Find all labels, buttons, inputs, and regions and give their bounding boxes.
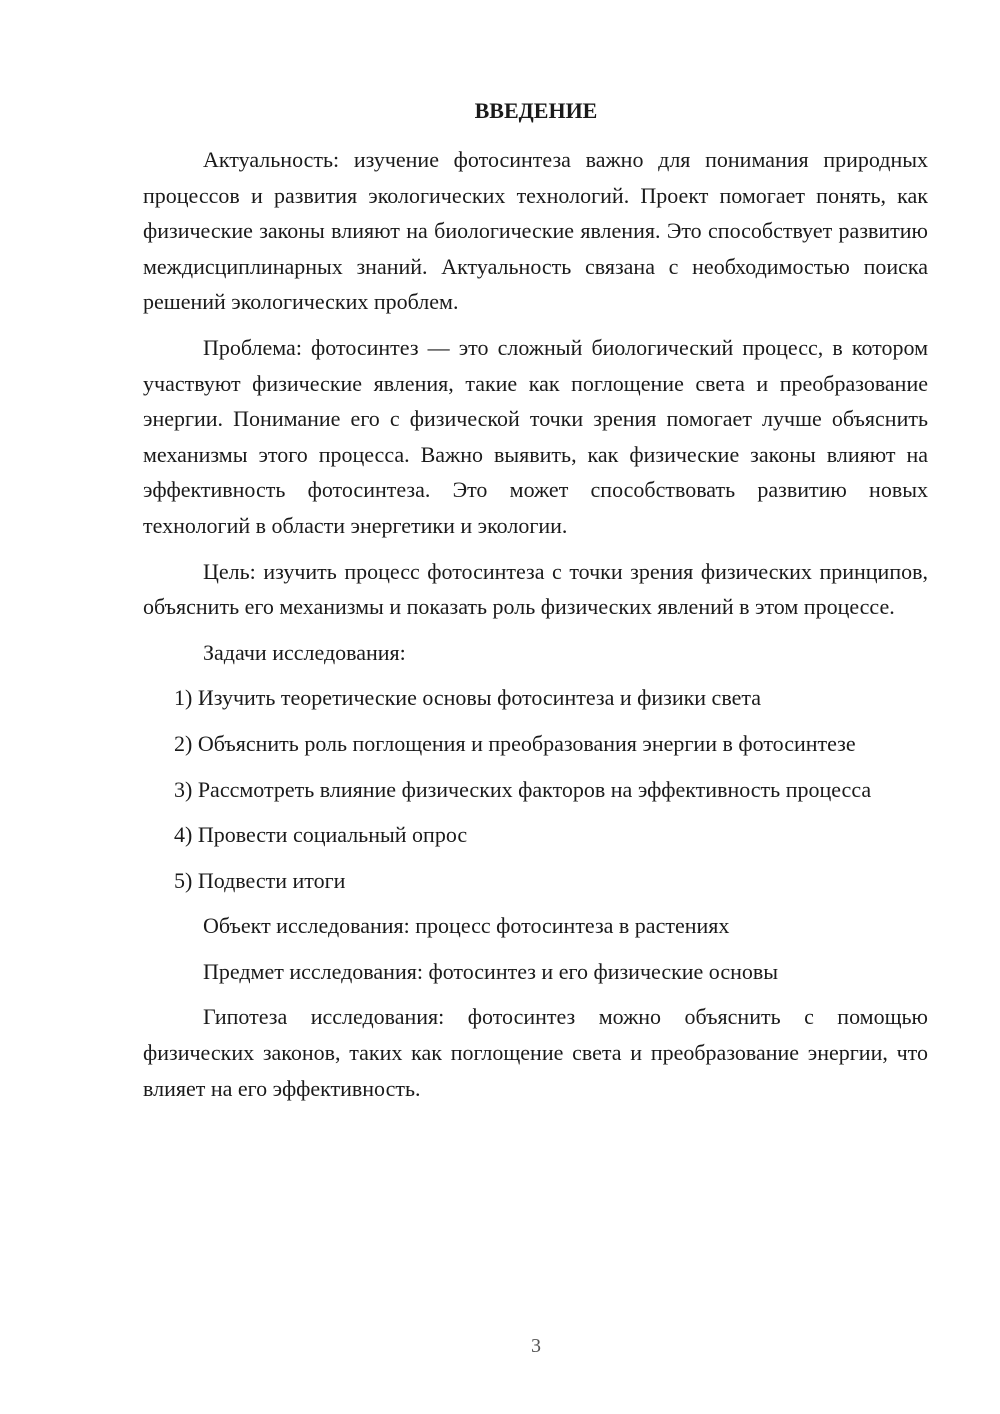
- tasks-heading: Задачи исследования:: [203, 639, 406, 665]
- problem-paragraph: Проблема: фотосинтез — это сложный биологический процесс, в котором участвуют физические явления, такие как поглощение света и преобразование энергии. Понимание его с физической точки зрения помогает лучше объяснить механизмы этого процесса. Важно выявить, как физические законы влияют на эффективность фотосинтеза. Это может способствовать развитию новых технологий в области энергетики и экологии.: [143, 334, 928, 538]
- page-title: ВВЕДЕНИЕ: [474, 98, 598, 123]
- relevance-paragraph: Актуальность: изучение фотосинтеза важно для понимания природных процессов и развития экологических технологий. Проект помогает понять, как физические законы влияют на биологические явления. Это способствует развитию междисциплинарных знаний. Актуальность связана с необходимостью поиска решений экологических проблем.: [143, 147, 928, 315]
- task-item: 1) Изучить теоретические основы фотосинтеза и физики света: [174, 685, 761, 711]
- page-number: 3: [531, 1335, 541, 1357]
- subject-paragraph: Предмет исследования: фотосинтез и его физические основы: [203, 958, 779, 984]
- goal-paragraph: Цель: изучить процесс фотосинтеза с точки зрения физических принципов, объяснить его механизмы и показать роль физических явлений в этом процессе.: [143, 558, 928, 620]
- hypothesis-paragraph: Гипотеза исследования: фотосинтез можно объяснить с помощью физических законов, таких как поглощение света и преобразование энергии, что влияет на его эффективность.: [143, 1004, 928, 1101]
- object-paragraph: Объект исследования: процесс фотосинтеза в растениях: [203, 913, 730, 939]
- task-item: 5) Подвести итоги: [174, 867, 346, 893]
- task-item: 4) Провести социальный опрос: [174, 822, 468, 848]
- task-item: 3) Рассмотреть влияние физических факторов на эффективность процесса: [174, 776, 872, 802]
- task-item: 2) Объяснить роль поглощения и преобразования энергии в фотосинтезе: [174, 730, 856, 756]
- document-body: [143, 142, 928, 1116]
